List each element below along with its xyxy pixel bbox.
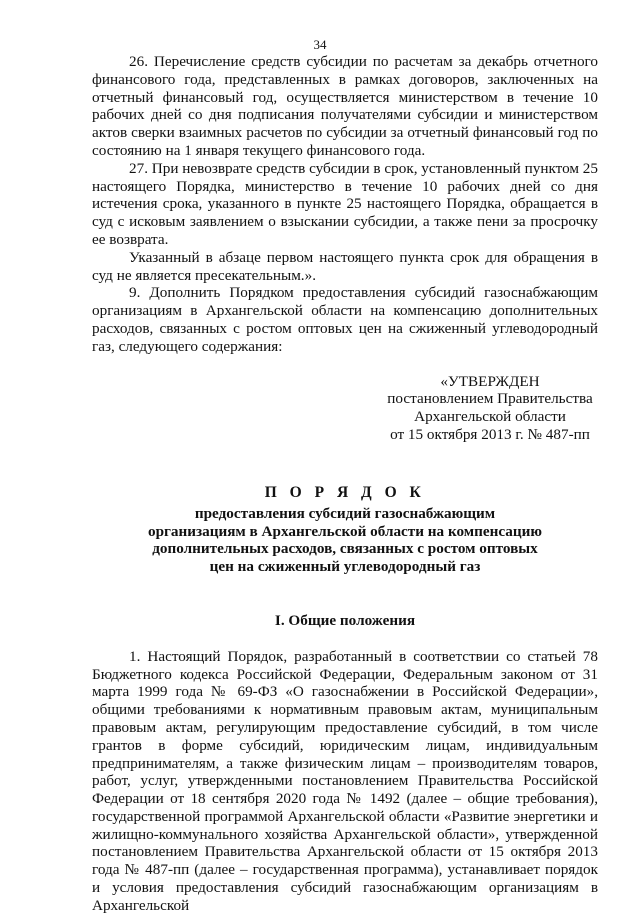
approval-line-approved: «УТВЕРЖДЕН [440, 372, 540, 390]
paragraph-1: 1. Настоящий Порядок, разработанный в соответствии со статьей 78 Бюджетного кодекса Российской Федерации, Федеральным законом от 31 марта 1999 года № 69-ФЗ «О газоснабжении в Российской Федерации», общими требованиями к нормативным правовым актам, муниципальным правовым актам, регулирующим предоставление субсидий, в том числе грантов в форме субсидий, юридическим лицам, индивидуальным предпринимателям, а также физическим лицам – производителям товаров, работ, услуг, утвержденными постановлением Правительства Российской Федерации от 18 сентября 2020 года № 1492 (далее – общие требования), государственной программой Архангельской области «Развитие энергетики и жилищно-коммунального хозяйства Архангельской области», утвержденной постановлением Правительства Архангельской области от 15 октября 2013 года № 487-пп (далее – государственная программа), устанавливает порядок и условия предоставления субсидий газоснабжающим организациям в Архангельской [92, 647, 598, 914]
document-body [92, 53, 598, 915]
paragraph-26: 26. Перечисление средств субсидии по расчетам за декабрь отчетного финансового года, представленных в рамках договоров, заключенных на отчетный финансовый год, осуществляется министерством в течение 10 рабочих дней со дня подписания получателями субсидии и министерством актов сверки взаимных расчетов по субсидии за отчетный финансовый год по состоянию на 1 января текущего финансового года. [92, 53, 598, 159]
paragraph-27: 27. При невозврате средств субсидии в срок, установленный пунктом 25 настоящего Порядка, министерство в течение 10 рабочих дней со дня истечения срока, указанного в пункте 25 настоящего Порядка, обращается в суд с исковым заявлением о взыскании субсидии, а также пени за просрочку ее возврата. [92, 159, 598, 248]
page-number: 34 [313, 37, 327, 52]
approval-stamp [92, 373, 598, 444]
approval-line-resolution: постановлением Правительства [387, 390, 593, 408]
subtitle-line: предоставления субсидий газоснабжающим [194, 504, 496, 522]
procedure-title: П О Р Я Д О К [264, 483, 426, 501]
paragraph-27-note: Указанный в абзаце первом настоящего пункта срок для обращения в суд не является пресекательным.». [92, 248, 598, 284]
procedure-subtitle [92, 505, 598, 576]
paragraph-9: 9. Дополнить Порядком предоставления субсидий газоснабжающим организациям в Архангельской области на компенсацию дополнительных расходов, связанных с ростом оптовых цен на сжиженный углеводородный газ, следующего содержания: [92, 284, 598, 355]
subtitle-line: цен на сжиженный углеводородный газ [209, 558, 481, 576]
approval-line-region: Архангельской области [414, 408, 566, 426]
approval-line-date: от 15 октября 2013 г. № 487-пп [390, 425, 590, 443]
subtitle-line: организациям в Архангельской области на компенсацию [147, 522, 543, 540]
subtitle-line: дополнительных расходов, связанных с ростом оптовых [152, 540, 538, 558]
section-heading: I. Общие положения [274, 611, 416, 629]
